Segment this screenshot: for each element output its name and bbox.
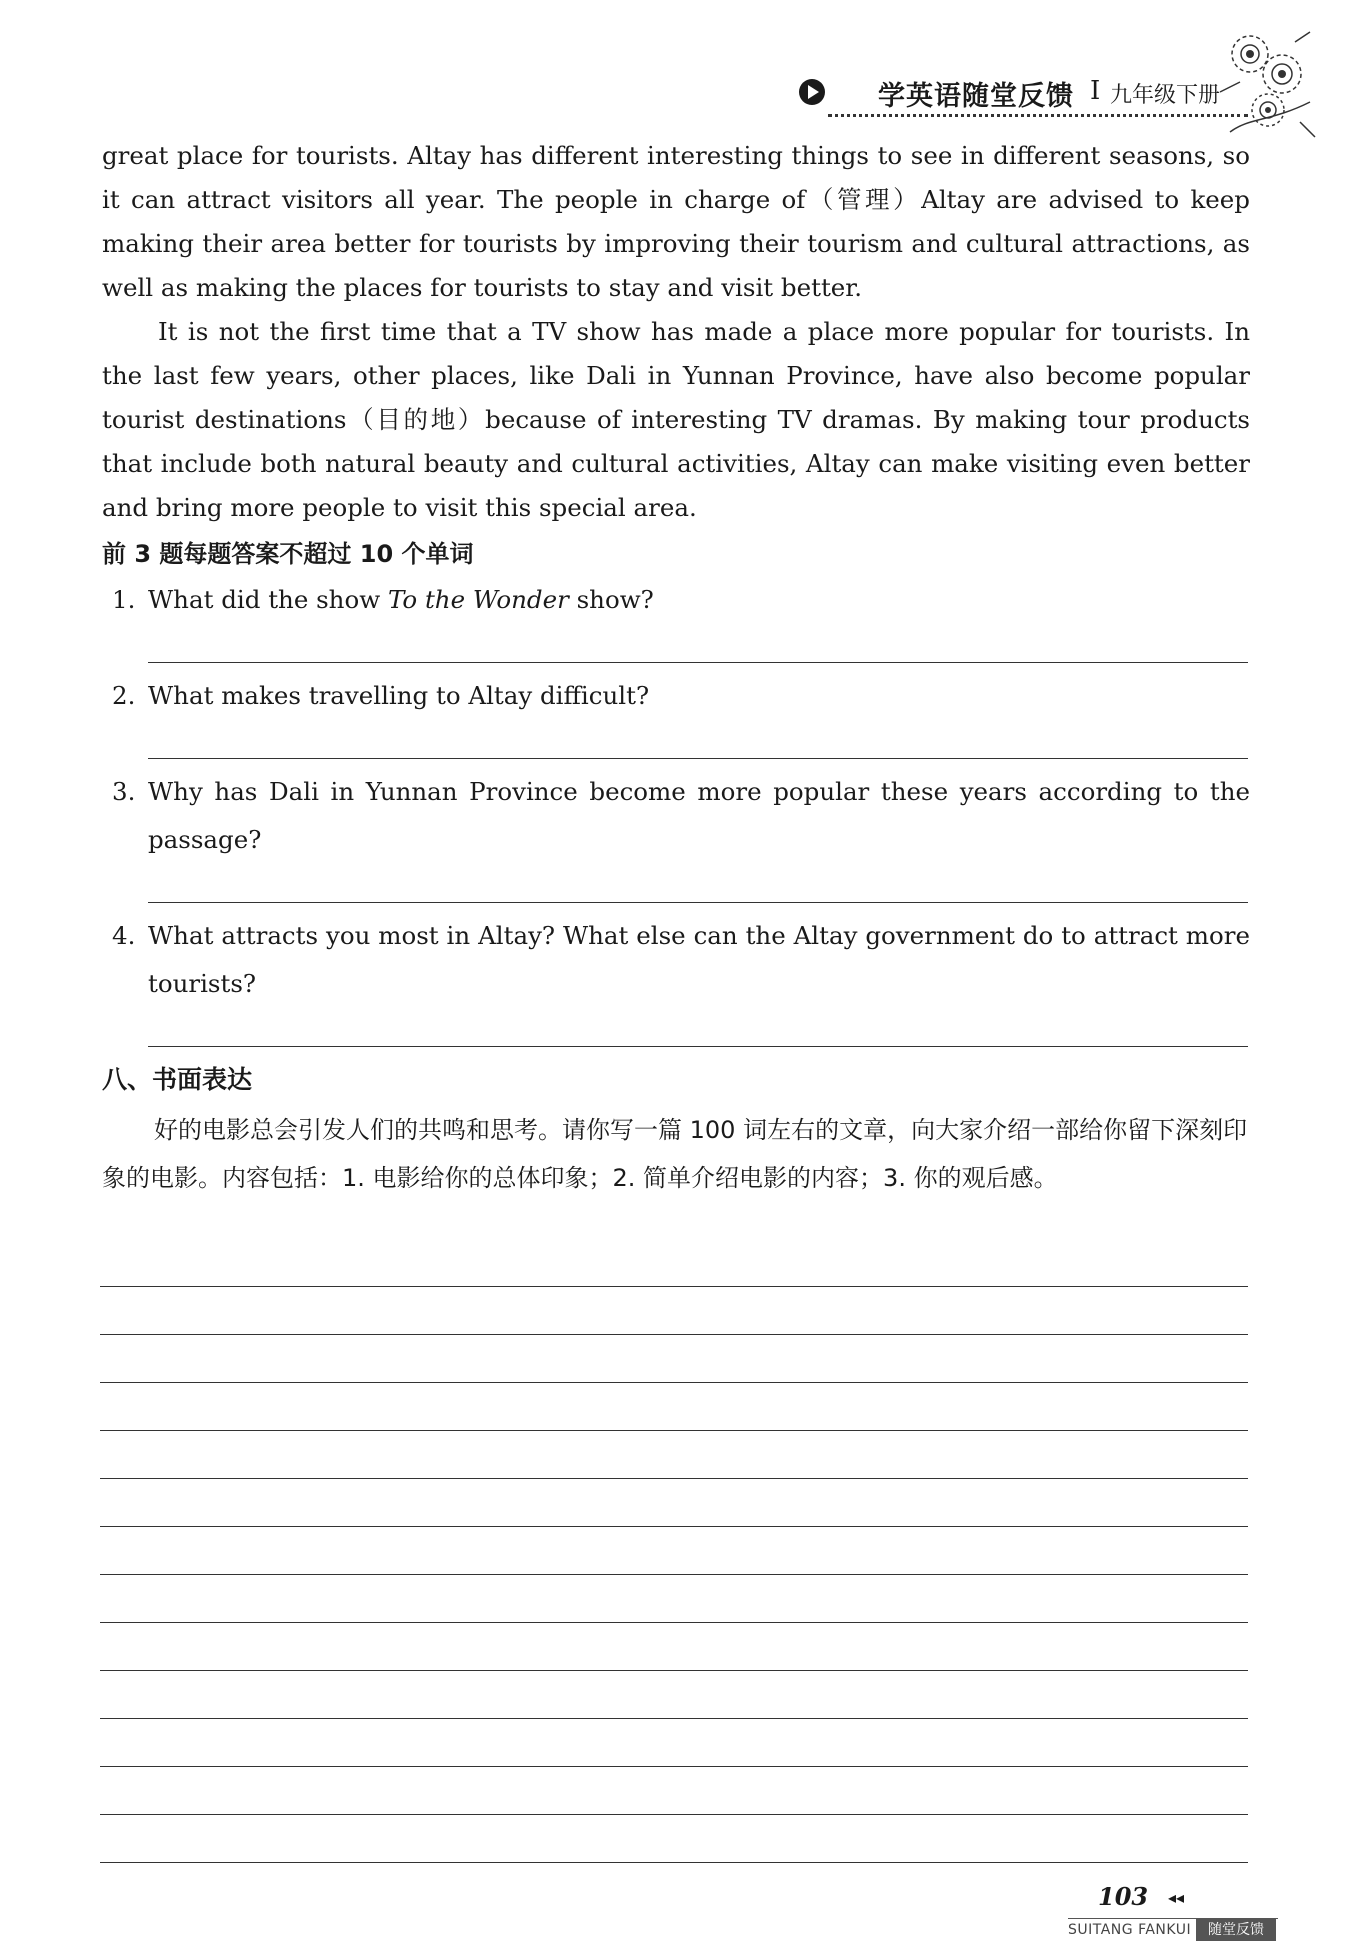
question-number: 4. [112,921,136,950]
question-text: passage? [148,825,262,854]
answer-line-4[interactable] [148,1046,1248,1047]
writing-line[interactable] [100,1814,1248,1815]
writing-line[interactable] [100,1862,1248,1863]
writing-line[interactable] [100,1334,1248,1335]
play-icon [798,78,826,106]
answer-line-1[interactable] [148,662,1248,663]
flower-decoration-icon [1210,22,1320,152]
question-3 [112,768,1250,816]
passage-paragraph: It is not the first time that a TV show has made a place more popular for tourists. In the last few years, other places, like Dali in Yunnan Province, have also become popular tourist destinations（目的地）because of interesting TV dramas. By making tour products that include both natural beauty and cultural activities, Altay can make visiting even better and bring more people to visit this special area. [102,317,1250,522]
writing-line[interactable] [100,1526,1248,1527]
writing-line[interactable] [100,1478,1248,1479]
writing-line[interactable] [100,1430,1248,1431]
footer-brand-en: SUITANG FANKUI [1068,1922,1192,1938]
writing-prompt [102,1106,1250,1202]
back-arrows-icon: ◂◂ [1168,1888,1185,1907]
writing-line[interactable] [100,1718,1248,1719]
question-text: show? [568,585,654,614]
question-text: tourists? [148,969,257,998]
question-instruction: 前 3 题每题答案不超过 10 个单词 [102,540,474,568]
answer-line-2[interactable] [148,758,1248,759]
section-title-writing: 八、书面表达 [102,1065,253,1094]
writing-line[interactable] [100,1286,1248,1287]
question-1 [112,576,1250,624]
question-4 [112,912,1250,960]
footer-brand [1068,1918,1278,1943]
question-text: What makes travelling to Altay difficult? [148,681,650,710]
question-number: 1. [112,585,136,614]
header-dotted-rule [828,114,1248,117]
reading-passage [102,134,1250,530]
question-text: Why has Dali in Yunnan Province become more popular these years according to the [148,777,1250,806]
writing-line[interactable] [100,1766,1248,1767]
title-separator: I [1090,76,1101,106]
question-text: What attracts you most in Altay? What else can the Altay government do to attract more [148,921,1250,950]
book-grade: 九年级下册 [1110,83,1221,108]
question-3-continued [112,816,1250,864]
question-number: 2. [112,681,136,710]
question-text: What did the show [148,585,388,614]
answer-line-3[interactable] [148,902,1248,903]
writing-line[interactable] [100,1670,1248,1671]
writing-line[interactable] [100,1574,1248,1575]
question-4-continued [112,960,1250,1008]
page-number: 103 [1098,1882,1149,1911]
show-title: To the Wonder [387,585,569,614]
question-2 [112,672,1250,720]
page-header [790,66,1270,126]
book-title: 学英语随堂反馈 [878,81,1074,112]
passage-paragraph: great place for tourists. Altay has different interesting things to see in different seasons, so it can attract visitors all year. The people in charge of（管理）Altay are advised to keep making their area better for tourists by improving their tourism and cultural attractions, as well as making the places for tourists to stay and visit better. [102,141,1250,302]
footer-brand-cn: 随堂反馈 [1196,1919,1276,1941]
writing-line[interactable] [100,1622,1248,1623]
question-number: 3. [112,777,136,806]
writing-prompt-text: 好的电影总会引发人们的共鸣和思考。请你写一篇 100 词左右的文章，向大家介绍一部给你留下深刻印象的电影。内容包括：1. 电影给你的总体印象；2. 简单介绍电影的内容；3. 你的观后感。 [102,1116,1248,1192]
writing-line[interactable] [100,1382,1248,1383]
